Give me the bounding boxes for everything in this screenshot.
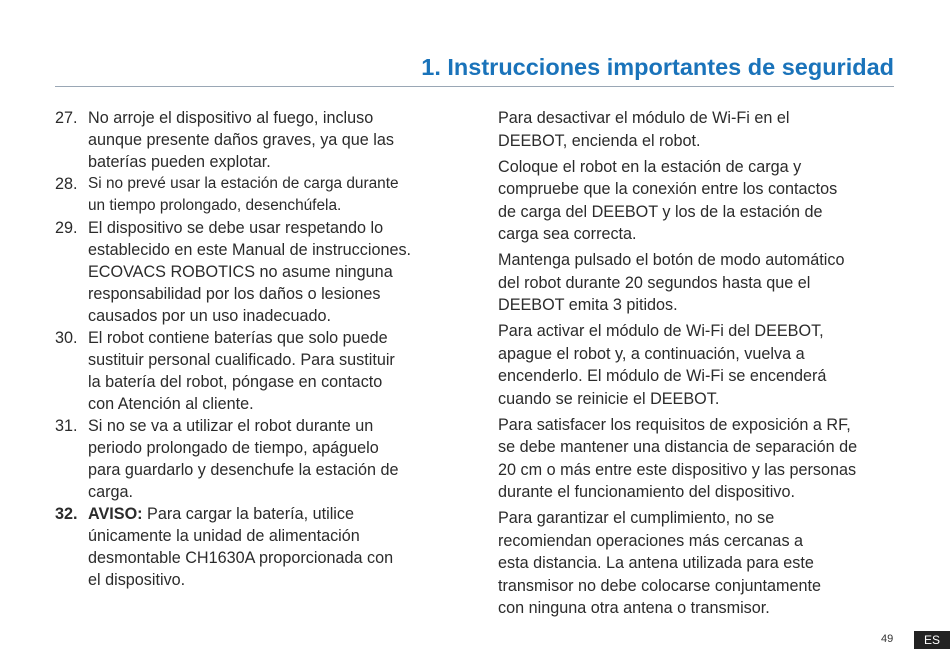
paragraph: Mantenga pulsado el botón de modo automático del robot durante 20 segundos hasta que el DEEBOT emita 3 pitidos. [498, 251, 845, 314]
paragraph: Para satisfacer los requisitos de exposición a RF, se debe mantener una distancia de separación de 20 cm o más entre este dispositivo y las personas durante el funcionamiento del dispositivo. [498, 415, 858, 501]
page-number: 49 [881, 633, 894, 645]
header-divider [55, 86, 894, 87]
warning-label: AVISO: [88, 505, 143, 523]
item-text: El dispositivo se debe usar respetando lo establecido en este Manual de instrucciones. ECOVACS ROBOTICS no asume ninguna responsabilidad por los daños o lesiones causados por un uso inadecuado. [88, 219, 412, 325]
safety-list-left [55, 107, 460, 591]
language-badge: ES [914, 631, 950, 649]
paragraph: Coloque el robot en la estación de carga y compruebe que la conexión entre los contactos de carga del DEEBOT y los de la estación de carga sea correcta. [498, 157, 838, 243]
item-number: 29. [55, 219, 78, 237]
list-item [55, 327, 460, 415]
warning-text: Para cargar la batería, utilice únicamente la unidad de alimentación desmontable CH1630A proporcionada con el dispositivo. [88, 505, 394, 589]
warning-item [55, 503, 460, 591]
list-item [55, 415, 460, 503]
list-item [55, 107, 460, 173]
item-number: 27. [55, 109, 78, 127]
paragraph: Para desactivar el módulo de Wi-Fi en el DEEBOT, encienda el robot. [498, 109, 790, 150]
item-text: Si no prevé usar la estación de carga durante un tiempo prolongado, desenchúfela. [88, 175, 399, 214]
page-title: 1. Instrucciones importantes de seguridad [421, 54, 894, 80]
wifi-instructions [498, 107, 903, 623]
list-item [55, 173, 460, 217]
list-item [55, 217, 460, 327]
paragraph: Para garantizar el cumplimiento, no se recomiendan operaciones más cercanas a esta distancia. La antena utilizada para este transmisor no debe colocarse conjuntamente con ninguna otra antena o transmisor. [498, 509, 822, 617]
item-text: El robot contiene baterías que solo puede sustituir personal cualificado. Para sustituir la batería del robot, póngase en contacto con Atención al cliente. [88, 329, 395, 413]
item-number: 30. [55, 329, 78, 347]
item-number: 31. [55, 417, 78, 435]
item-number: 28. [55, 175, 78, 193]
warning-number: 32. [55, 505, 78, 523]
item-text: Si no se va a utilizar el robot durante un periodo prolongado de tiempo, apáguelo para guardarlo y desenchufe la estación de carga. [88, 417, 399, 501]
item-text: No arroje el dispositivo al fuego, incluso aunque presente daños graves, ya que las baterías pueden explotar. [88, 109, 394, 171]
paragraph: Para activar el módulo de Wi-Fi del DEEBOT, apague el robot y, a continuación, vuelva a encenderlo. El módulo de Wi-Fi se encenderá cuando se reinicie el DEEBOT. [498, 322, 827, 408]
